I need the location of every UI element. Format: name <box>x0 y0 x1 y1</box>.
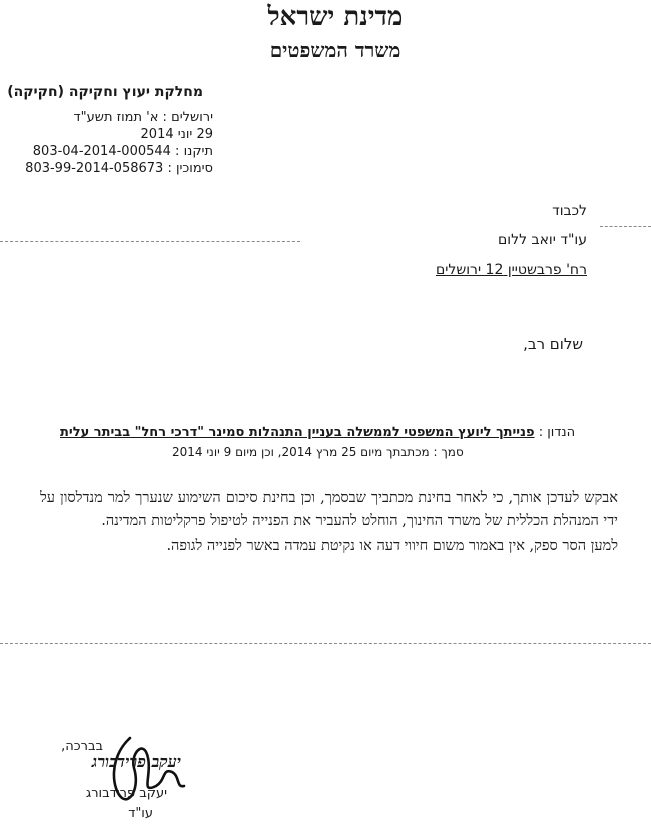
closing-blessing: בברכה, <box>61 739 103 754</box>
signer-name: יעקב פרידבורג <box>85 786 167 801</box>
recipient-to: לכבוד <box>552 203 587 219</box>
greeting: שלום רב, <box>523 335 583 353</box>
hebrew-date: ירושלים : א' תמוז תשע"ד <box>73 110 213 125</box>
body-paragraph-1: אבקש לעדכן אותך, כי לאחר בחינת מכתביך שבסמך, וכן בחינת סיכום השימוע שנערך למר מנדלסון על ידי המנהלת הכללית של משרד החינוך, הוחלט להעביר את הפנייה לטיפול פרקליטות המדינה. <box>40 490 618 529</box>
file-number: תיקנו : 803-04-2014-000544 <box>32 144 213 159</box>
letter-body <box>40 487 618 558</box>
scan-line <box>0 643 651 644</box>
gregorian-date: 29 יוני 2014 <box>140 127 213 142</box>
recipient-address: רח' פרבשטיין 12 ירושלים <box>435 262 587 278</box>
signer-title: עו"ד <box>128 806 153 821</box>
recipient-name: עו"ד יואב ללום <box>498 232 587 248</box>
subject-text: פנייתך ליועץ המשפטי לממשלה בעניין התנהלות סמינר "דרכי רחל" בביתר עלית <box>60 425 535 440</box>
body-paragraph-2: למען הסר ספק, אין באמור משום חיווי דעה או נקיטת עמדה באשר לפנייה לגופה. <box>166 538 618 554</box>
scan-line <box>0 241 300 242</box>
letterhead-ministry: משרד המשפטים <box>269 38 401 62</box>
letterhead-state: מדינת ישראל <box>267 2 403 32</box>
scan-line <box>600 226 651 227</box>
references-line: סמך : מכתבתך מיום 25 מרץ 2014, וכן מיום 9 יוני 2014 <box>172 445 464 459</box>
subject-label: הנדון : <box>538 425 576 440</box>
subject-line <box>60 425 575 440</box>
reference-number: סימוכין : 803-99-2014-058673 <box>25 161 213 176</box>
department-name: מחלקת יעוץ וחקיקה (חקיקה) <box>7 84 203 100</box>
signature-handwriting: יעקב פרידבורג <box>91 752 181 771</box>
